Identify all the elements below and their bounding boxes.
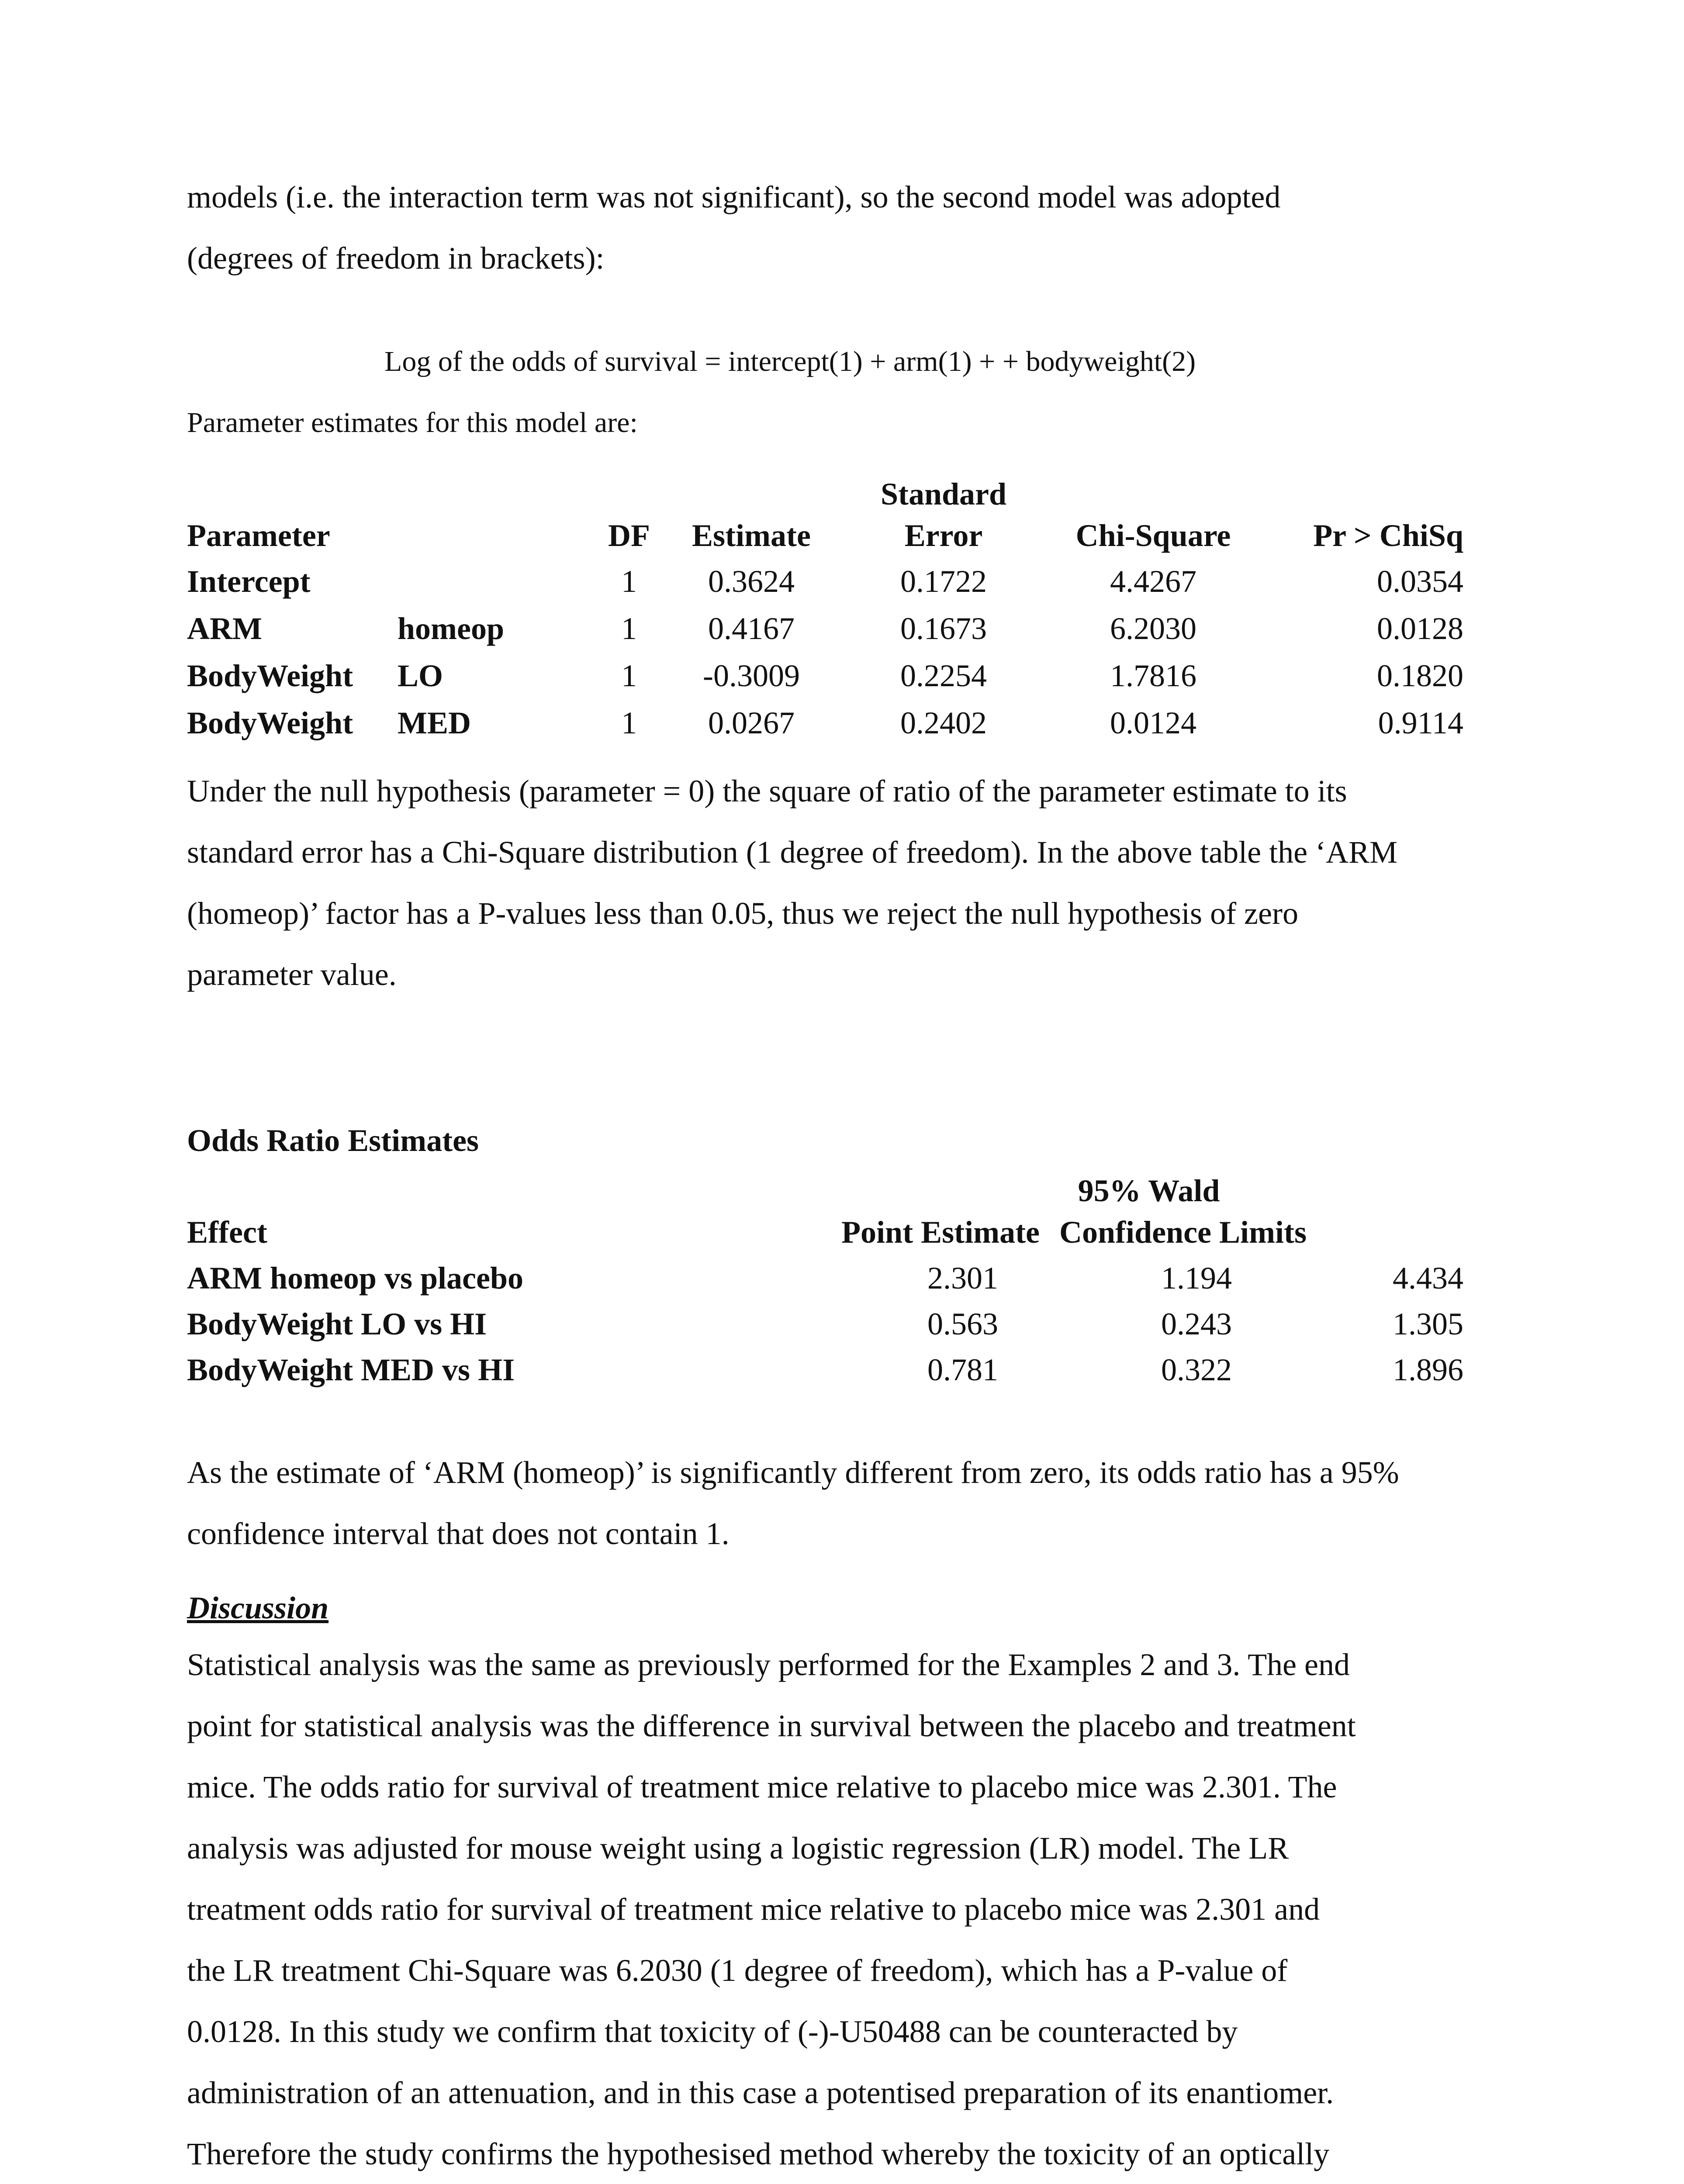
- odds-upper: 1.896: [1393, 1352, 1463, 1387]
- param-df: 1: [621, 564, 637, 599]
- discussion-line: analysis was adjusted for mouse weight using a logistic regression (LR) model. The LR: [187, 1831, 1289, 1866]
- param-chisq: 6.2030: [1110, 611, 1196, 646]
- null-hyp-line-3: (homeop)’ factor has a P-values less than 0.05, thus we reject the null hypothesis of zero: [187, 896, 1298, 931]
- intro-line-1: models (i.e. the interaction term was not significant), so the second model was adopted: [187, 180, 1281, 214]
- odds-upper: 1.305: [1393, 1306, 1463, 1341]
- header-df: DF: [608, 518, 650, 553]
- odds-effect: ARM homeop vs placebo: [187, 1261, 523, 1296]
- odds-lower: 0.243: [1161, 1306, 1232, 1341]
- discussion-heading: Discussion: [187, 1590, 329, 1625]
- param-p: 0.0128: [1377, 611, 1463, 646]
- odds-lower: 1.194: [1161, 1261, 1232, 1296]
- param-se: 0.2254: [900, 658, 987, 693]
- odds-point: 0.781: [927, 1352, 998, 1387]
- intro-line-2: (degrees of freedom in brackets):: [187, 241, 605, 276]
- header-error: Error: [904, 518, 983, 553]
- header-standard: Standard: [880, 477, 1007, 511]
- discussion-line: administration of an attenuation, and in this case a potentised preparation of its enantiomer.: [187, 2075, 1334, 2110]
- null-hyp-line-4: parameter value.: [187, 957, 397, 992]
- odds-point: 2.301: [927, 1261, 998, 1296]
- discussion-line: Therefore the study confirms the hypothesised method whereby the toxicity of an optically: [187, 2136, 1330, 2171]
- param-estimate: -0.3009: [703, 658, 800, 693]
- header-point-estimate: Point Estimate: [841, 1215, 1040, 1250]
- discussion-line: 0.0128. In this study we confirm that toxicity of (-)-U50488 can be counteracted by: [187, 2014, 1238, 2049]
- discussion-line: Statistical analysis was the same as previously performed for the Examples 2 and 3. The end: [187, 1647, 1350, 1682]
- param-chisq: 1.7816: [1110, 658, 1196, 693]
- param-se: 0.2402: [900, 705, 987, 740]
- header-estimate: Estimate: [692, 518, 811, 553]
- param-level: homeop: [398, 611, 505, 646]
- param-se: 0.1673: [900, 611, 987, 646]
- discussion-line: mice. The odds ratio for survival of treatment mice relative to placebo mice was 2.301. The: [187, 1769, 1337, 1804]
- odds-point: 0.563: [927, 1306, 998, 1341]
- odds-upper: 4.434: [1393, 1261, 1463, 1296]
- param-name: ARM: [187, 611, 262, 646]
- odds-effect: BodyWeight MED vs HI: [187, 1352, 515, 1387]
- param-name: Intercept: [187, 564, 311, 599]
- header-chi-square: Chi-Square: [1075, 518, 1231, 553]
- header-parameter: Parameter: [187, 518, 330, 553]
- param-df: 1: [621, 658, 637, 693]
- param-level: MED: [398, 705, 471, 740]
- param-estimate: 0.3624: [708, 564, 795, 599]
- odds-note-line-2: confidence interval that does not contain 1.: [187, 1516, 730, 1551]
- param-df: 1: [621, 705, 637, 740]
- param-chisq: 4.4267: [1110, 564, 1196, 599]
- param-p: 0.1820: [1377, 658, 1463, 693]
- header-pr-chisq: Pr > ChiSq: [1313, 518, 1463, 553]
- param-caption: Parameter estimates for this model are:: [187, 407, 638, 439]
- null-hyp-line-2: standard error has a Chi-Square distribution (1 degree of freedom). In the above table the ‘ARM: [187, 835, 1398, 870]
- param-level: LO: [398, 658, 443, 693]
- null-hyp-line-1: Under the null hypothesis (parameter = 0) the square of ratio of the parameter estimate to its: [187, 774, 1347, 809]
- param-estimate: 0.0267: [708, 705, 795, 740]
- param-name: BodyWeight: [187, 705, 353, 740]
- param-p: 0.9114: [1378, 705, 1463, 740]
- param-name: BodyWeight: [187, 658, 353, 693]
- odds-effect: BodyWeight LO vs HI: [187, 1306, 487, 1341]
- header-effect: Effect: [187, 1215, 267, 1250]
- param-p: 0.0354: [1377, 564, 1463, 599]
- model-formula: Log of the odds of survival = intercept(1) + arm(1) + + bodyweight(2): [384, 346, 1196, 377]
- odds-lower: 0.322: [1161, 1352, 1232, 1387]
- discussion-line: point for statistical analysis was the difference in survival between the placebo and treatment: [187, 1708, 1356, 1743]
- odds-note-line-1: As the estimate of ‘ARM (homeop)’ is significantly different from zero, its odds ratio has a 95%: [187, 1455, 1399, 1490]
- odds-table-title: Odds Ratio Estimates: [187, 1123, 479, 1158]
- param-se: 0.1722: [900, 564, 987, 599]
- discussion-line: treatment odds ratio for survival of treatment mice relative to placebo mice was 2.301 and: [187, 1892, 1320, 1927]
- header-confidence-limits: Confidence Limits: [1059, 1215, 1307, 1250]
- header-95-wald: 95% Wald: [1078, 1173, 1220, 1208]
- param-estimate: 0.4167: [708, 611, 795, 646]
- param-df: 1: [621, 611, 637, 646]
- discussion-line: the LR treatment Chi-Square was 6.2030 (1 degree of freedom), which has a P-value of: [187, 1953, 1288, 1988]
- param-chisq: 0.0124: [1110, 705, 1196, 740]
